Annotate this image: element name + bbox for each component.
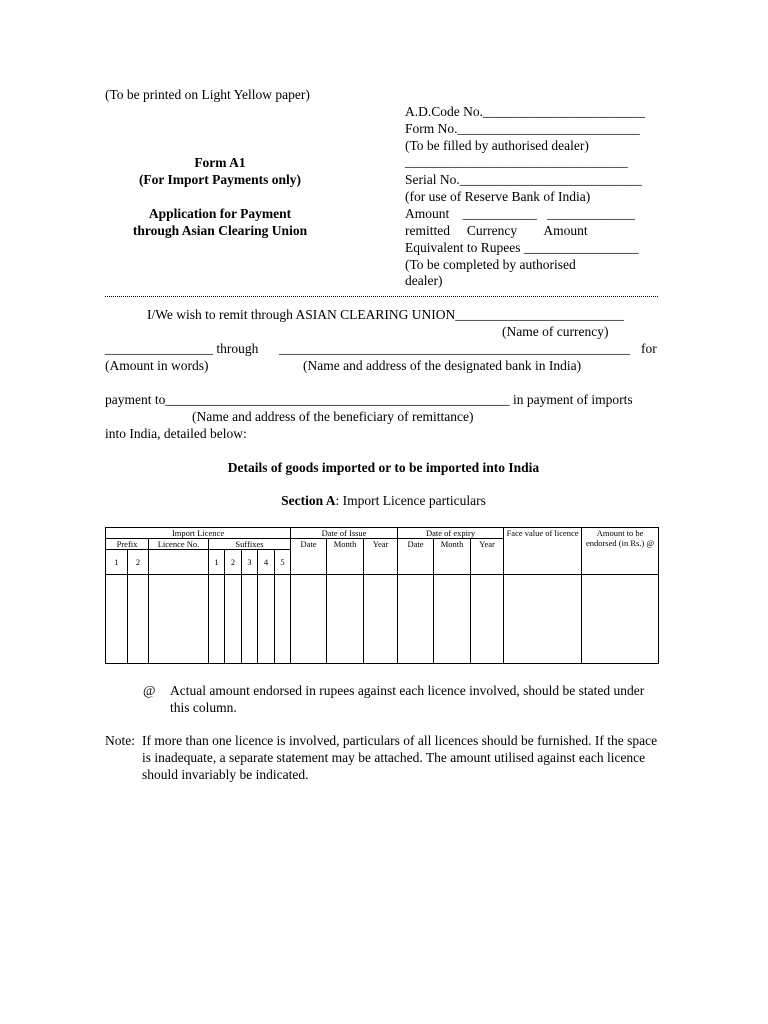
date-of-issue-header: Date of Issue [291,528,398,539]
entry-cell[interactable] [258,575,275,664]
dotted-separator [105,296,658,297]
at-symbol: @ [143,683,156,698]
suffix-num: 5 [275,550,291,575]
for-label: for [641,341,657,356]
rbi-use-note: (for use of Reserve Bank of India) [405,189,591,204]
expiry-year-header: Year [471,539,504,575]
import-licence-header: Import Licence [106,528,291,539]
entry-cell[interactable] [504,575,582,664]
blank-line: _________________________________ [405,154,628,169]
issue-month-header: Month [327,539,364,575]
details-heading: Details of goods imported or to be imported into India [227,460,540,475]
application-title-line1: Application for Payment [148,206,292,221]
entry-cell[interactable] [128,575,149,664]
amount-endorsed-header: Amount to be endorsed (in Rs.) @ [582,528,659,575]
completed-by-note: (To be completed by authorised [405,257,576,272]
entry-cell[interactable] [106,575,128,664]
beneficiary-label: (Name and address of the beneficiary of remittance) [192,409,474,424]
remitted-field: remitted Currency Amount [405,223,588,238]
amount-words-label: (Amount in words) [105,358,209,373]
note-label: Note: [105,733,135,748]
filled-by-note: (To be filled by authorised dealer) [405,138,589,153]
licence-no-cell [149,550,209,575]
note-text: If more than one licence is involved, particulars of all licences should be furnished. If the space is inadequate, a separate statement may be attached. The amount utilised against each licence should invariably be indicated. [142,733,658,782]
suffix-num: 3 [242,550,258,575]
section-a-heading [105,492,662,509]
ad-code-field: A.D.Code No.________________________ [405,104,645,119]
prefix-num: 2 [128,550,149,575]
entry-cell[interactable] [275,575,291,664]
suffix-num: 1 [209,550,225,575]
form-title: Form A1 [194,155,246,170]
entry-cell[interactable] [582,575,659,664]
entry-cell[interactable] [471,575,504,664]
prefix-header: Prefix [106,539,149,550]
form-no-field: Form No.___________________________ [405,121,640,136]
entry-cell[interactable] [209,575,225,664]
suffix-num: 4 [258,550,275,575]
completed-by-note-cont: dealer) [405,273,443,288]
form-subtitle: (For Import Payments only) [138,172,302,187]
bank-label: (Name and address of the designated bank in India) [303,358,582,373]
import-licence-table [105,527,659,664]
issue-date-header: Date [291,539,327,575]
entry-cell[interactable] [327,575,364,664]
entry-cell[interactable] [364,575,398,664]
equivalent-rupees-field: Equivalent to Rupees _________________ [405,240,639,255]
expiry-month-header: Month [434,539,471,575]
print-note: (To be printed on Light Yellow paper) [105,87,310,102]
section-a-text: : Import Licence particulars [335,493,486,508]
bank-blank: ____________________________________________________ [279,341,630,356]
entry-cell[interactable] [225,575,242,664]
amount-blank: ________________ through [105,341,259,356]
currency-label: (Name of currency) [502,324,609,339]
into-india-text: into India, detailed below: [105,426,247,441]
application-title-line2: through Asian Clearing Union [132,223,308,238]
suffixes-header: Suffixes [209,539,291,550]
payment-line: payment to___________________________________________________ in payment of imports [105,392,633,407]
remit-line: I/We wish to remit through ASIAN CLEARING UNION_________________________ [147,307,625,322]
entry-cell[interactable] [242,575,258,664]
suffix-num: 2 [225,550,242,575]
entry-cell[interactable] [398,575,434,664]
date-of-expiry-header: Date of expiry [398,528,504,539]
entry-cell[interactable] [291,575,327,664]
at-footnote: Actual amount endorsed in rupees against each licence involved, should be stated under this column. [170,683,645,715]
prefix-num: 1 [106,550,128,575]
expiry-date-header: Date [398,539,434,575]
section-a-label: Section A [281,493,336,508]
entry-cell[interactable] [434,575,471,664]
licence-no-header: Licence No. [149,539,209,550]
issue-year-header: Year [364,539,398,575]
face-value-header: Face value of licence [504,528,582,575]
serial-no-field: Serial No.___________________________ [405,172,642,187]
amount-field: Amount ___________ _____________ [405,206,635,221]
entry-cell[interactable] [149,575,209,664]
